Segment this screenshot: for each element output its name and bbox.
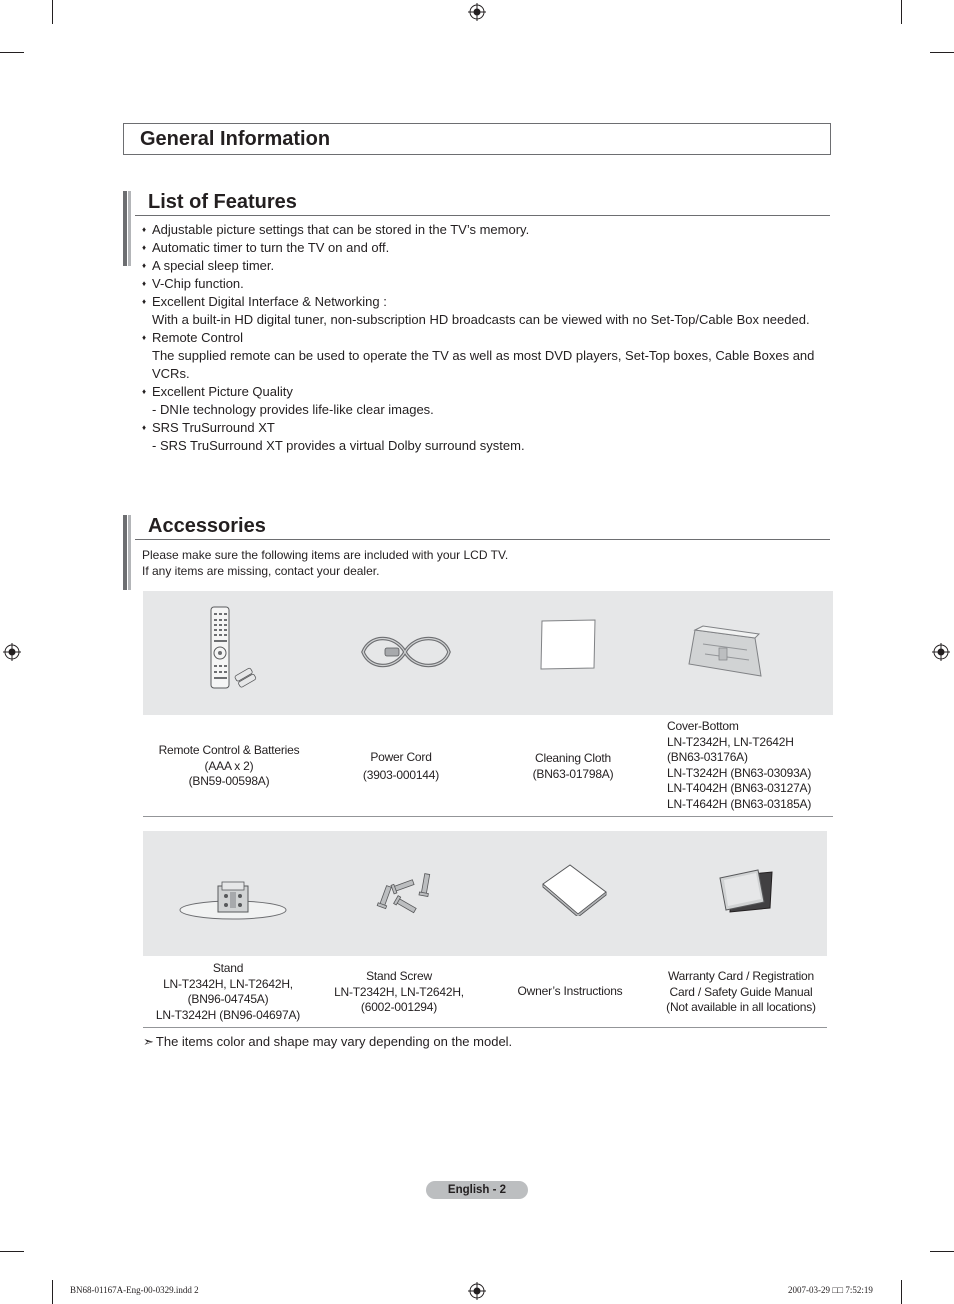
- accessory-item-stand: [143, 961, 313, 1023]
- feature-item: [142, 383, 832, 419]
- bullet-icon: ♦: [142, 333, 147, 342]
- accessory-label-line: Card / Safety Guide Manual: [669, 984, 813, 999]
- feature-detail: The supplied remote can be used to operate the TV as well as most DVD players, Set-Top boxes, Cable Boxes and VCRs.: [152, 348, 815, 381]
- crop-mark: [901, 1280, 902, 1304]
- feature-detail: - DNIe technology provides life-like clear images.: [152, 402, 434, 417]
- accessory-label-line: LN-T2342H, LN-T2642H,: [163, 976, 293, 991]
- feature-text: V-Chip function.: [152, 276, 244, 291]
- accessory-item-manual: [485, 984, 655, 1000]
- accessory-label-line: LN-T4042H (BN63-03127A): [667, 781, 812, 795]
- accessory-label-line: Owner’s Instructions: [517, 984, 623, 998]
- bullet-icon: ♦: [142, 297, 147, 306]
- cover-bottom-icon: [683, 624, 765, 678]
- feature-item: [142, 257, 832, 275]
- row-divider: [143, 1027, 827, 1028]
- page-title-box: [123, 123, 831, 155]
- accessory-item-remote: [143, 743, 315, 790]
- accessory-label-line: (6002-001294): [360, 1000, 438, 1014]
- accessory-label-line: (BN96-04745A): [187, 992, 269, 1006]
- feature-text: Adjustable picture settings that can be stored in the TV’s memory.: [152, 222, 530, 237]
- feature-item: [142, 275, 832, 293]
- page-number-badge: English - 2: [426, 1181, 528, 1199]
- feature-item: [142, 239, 832, 257]
- feature-text: SRS TruSurround XT: [152, 420, 275, 435]
- manual-icon: [540, 862, 608, 916]
- feature-text: A special sleep timer.: [152, 258, 275, 273]
- section-marker: [123, 191, 135, 266]
- feature-item: [142, 329, 832, 383]
- cleaning-cloth-icon: [538, 618, 598, 672]
- feature-text: Automatic timer to turn the TV on and off.: [152, 240, 390, 255]
- accessories-intro: [142, 547, 508, 579]
- feature-item: [142, 293, 832, 329]
- registration-mark-icon: [3, 643, 21, 661]
- bullet-icon: ♦: [142, 423, 147, 432]
- note-text: The items color and shape may vary depending on the model.: [155, 1034, 513, 1049]
- bullet-icon: ♦: [142, 243, 147, 252]
- warranty-card-icon: [718, 868, 774, 914]
- accessory-item-power-cord: [315, 750, 487, 783]
- features-list: [142, 221, 832, 455]
- accessory-item-stand-screw: [313, 969, 485, 1016]
- accessory-label-line: Cleaning Cloth: [535, 751, 611, 765]
- page-title: General Information: [140, 128, 331, 150]
- section-marker: [123, 515, 135, 590]
- registration-mark-icon: [468, 1282, 486, 1300]
- accessory-label-line: LN-T3242H (BN63-03093A): [667, 765, 812, 780]
- intro-line: Please make sure the following items are included with your LCD TV.: [142, 548, 509, 562]
- accessory-label-line: (BN63-03176A): [667, 750, 748, 764]
- crop-mark: [901, 0, 902, 24]
- accessory-item-cover-bottom: [667, 719, 833, 812]
- feature-text: Excellent Picture Quality: [152, 384, 293, 399]
- date-slug: 2007-03-29 □□ 7:52:19: [788, 1285, 873, 1295]
- features-heading: List of Features: [148, 191, 297, 213]
- accessory-label-line: Remote Control & Batteries: [158, 743, 300, 757]
- accessory-label-line: LN-T3242H (BN96-04697A): [155, 1007, 301, 1022]
- accessory-label-line: (BN59-00598A): [188, 774, 270, 788]
- feature-item: [142, 221, 832, 239]
- note-arrow-icon: ➣: [143, 1034, 154, 1049]
- accessories-note: [143, 1034, 512, 1050]
- accessory-label-line: LN-T2342H, LN-T2642H,: [334, 984, 464, 999]
- accessory-label-line: LN-T2342H, LN-T2642H: [667, 734, 794, 749]
- intro-line: If any items are missing, contact your dealer.: [142, 564, 380, 578]
- crop-mark: [52, 1280, 53, 1304]
- feature-detail: - SRS TruSurround XT provides a virtual Dolby surround system.: [152, 438, 525, 453]
- accessory-label-line: Warranty Card / Registration: [667, 969, 814, 983]
- section-rule: [135, 215, 830, 216]
- crop-mark: [0, 1251, 24, 1252]
- file-slug: BN68-01167A-Eng-00-0329.indd 2: [70, 1285, 199, 1295]
- bullet-icon: ♦: [142, 225, 147, 234]
- accessory-label-line: Cover-Bottom: [667, 719, 739, 733]
- stand-icon: [176, 878, 290, 922]
- crop-mark: [52, 0, 53, 24]
- feature-detail: With a built-in HD digital tuner, non-subscription HD broadcasts can be viewed with no Set-Top/Cable Box needed.: [152, 312, 810, 327]
- bullet-icon: ♦: [142, 261, 147, 270]
- accessory-item-warranty-card: [655, 969, 827, 1016]
- stand-screw-icon: [374, 868, 434, 920]
- bullet-icon: ♦: [142, 279, 147, 288]
- registration-mark-icon: [932, 643, 950, 661]
- accessory-label-line: Stand: [212, 961, 244, 975]
- crop-mark: [930, 1251, 954, 1252]
- crop-mark: [0, 52, 24, 53]
- crop-mark: [930, 52, 954, 53]
- feature-text: Excellent Digital Interface & Networking :: [152, 294, 387, 309]
- accessory-label-line: LN-T4642H (BN63-03185A): [667, 796, 812, 811]
- accessory-label-line: (Not available in all locations): [666, 1000, 816, 1014]
- accessory-label-line: Stand Screw: [366, 969, 432, 983]
- section-rule: [135, 539, 830, 540]
- accessory-item-cleaning-cloth: [487, 751, 659, 782]
- feature-item: [142, 419, 832, 455]
- accessory-label-line: (3903-000144): [362, 767, 440, 782]
- accessory-label-line: Power Cord: [370, 750, 432, 764]
- accessory-label-line: (AAA x 2): [204, 758, 254, 773]
- remote-control-icon: [205, 605, 260, 690]
- accessories-heading: Accessories: [148, 515, 266, 537]
- registration-mark-icon: [468, 3, 486, 21]
- bullet-icon: ♦: [142, 387, 147, 396]
- accessory-label-line: (BN63-01798A): [532, 766, 614, 781]
- power-cord-icon: [355, 630, 455, 674]
- row-divider: [143, 816, 833, 817]
- feature-text: Remote Control: [152, 330, 244, 345]
